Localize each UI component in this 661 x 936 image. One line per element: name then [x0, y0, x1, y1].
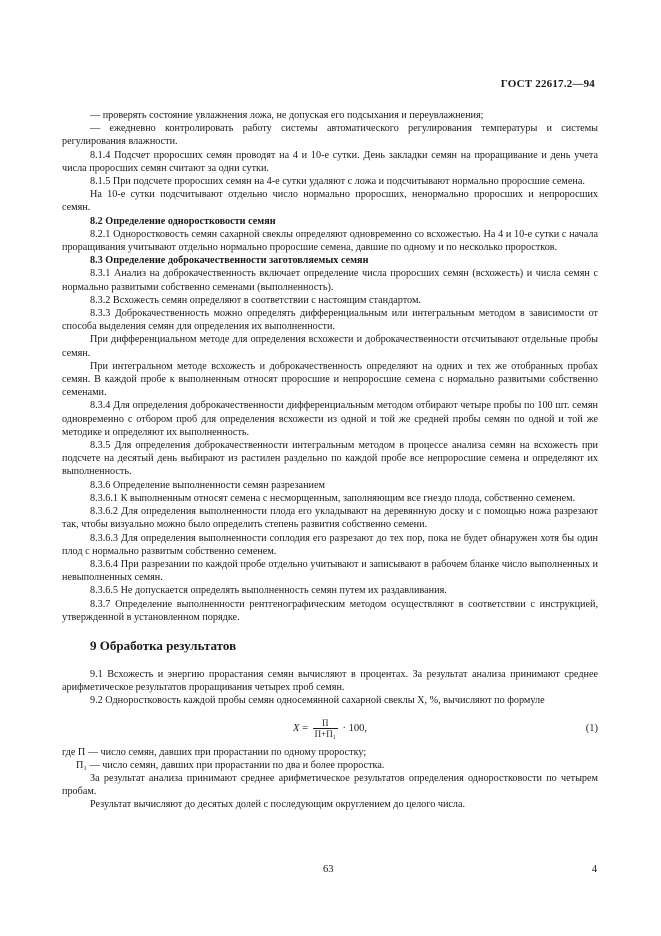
formula-numerator: П: [313, 718, 338, 729]
paragraph: За результат анализа принимают среднее арифметическое результатов определения одноростковости по четырем пробам.: [62, 772, 598, 798]
paragraph: 9.1 Всхожесть и энергию прорастания семян вычисляют в процентах. За результат анализа принимают среднее арифметическое результатов проращивания четырех проб семян.: [62, 668, 598, 694]
paragraph: 8.3.6 Определение выполненности семян разрезанием: [90, 479, 325, 491]
sheet-number: 4: [591, 864, 597, 875]
paragraph: — ежедневно контролировать работу системы автоматического регулирования температуры и системы регулирования влажности.: [62, 123, 598, 148]
paragraph: 9.2 Одноростковость каждой пробы семян односемянной сахарной свеклы X, %, вычисляют по формуле: [90, 695, 545, 707]
formula-tail: · 100,: [342, 722, 367, 734]
formula-lhs: X: [293, 722, 300, 734]
paragraph: 8.3.6.1 К выполненным относят семена с несморщенным, заполняющим все гнездо плода, собственно семенем.: [90, 492, 576, 504]
formula: [62, 712, 598, 746]
paragraph: При интегральном методе всхожесть и доброкачественность определяют на одних и тех же отобранных пробах семян. В каждой пробе к выполненным относят проросшие и непроросшие семена с нормально развитыми собственно семенами.: [62, 360, 598, 399]
paragraph: 8.3.6.2 Для определения выполненности плода его укладывают на деревянную доску и с помощью ножа разрезают так, чтобы визуально можно было определить степень развития собственно семени.: [62, 506, 598, 531]
legend-line: П₁ — число семян, давших при прорастании по два и более проростка.: [76, 759, 385, 771]
legend-line: где П — число семян, давших при прорастании по одному проростку;: [62, 746, 367, 758]
paragraph: Результат вычисляют до десятых долей с последующим округлением до целого числа.: [90, 799, 466, 811]
page-body: [62, 109, 598, 812]
paragraph: 8.2.1 Одноростковость семян сахарной свеклы определяют одновременно со всхожестью. На 4 и 10-е сутки с начала проращивания учитывают отдельно нормально проросшие семена, давшие по одному и по несколько проростков.: [62, 228, 598, 254]
paragraph: 8.3.6.4 При разрезании по каждой пробе отдельно учитывают и записывают в рабочем бланке число выполненных и невыполненных семян.: [62, 558, 598, 584]
formula-legend: [62, 746, 598, 772]
paragraph: 8.3.6.5 Не допускается определять выполненность семян путем их раздавливания.: [90, 585, 447, 597]
formula-relation: =: [302, 722, 308, 734]
paragraph: — проверять состояние увлажнения ложа, не допуская его подсыхания и переувлажнения;: [90, 110, 484, 121]
section-title: 9 Обработка результатов: [90, 637, 237, 653]
page-number: 63: [323, 864, 334, 875]
paragraph: 8.3.3 Доброкачественность можно определять дифференциальным или интегральным методом в зависимости от способа выделения семян для определения их выполненности.: [62, 308, 598, 333]
formula-number: (1): [585, 722, 598, 734]
paragraph: 8.3.6.3 Для определения выполненности соплодия его разрезают до тех пор, пока не будет обнаружен хотя бы один плод с нормально развитым собственно семенем.: [62, 532, 598, 557]
paragraph: 8.1.4 Подсчет проросших семян проводят на 4 и 10-е сутки. День закладки семян на проращивание и день учета числа проросших семян считают за одни сутки.: [62, 149, 598, 174]
paragraph: 8.1.5 При подсчете проросших семян на 4-е сутки удаляют с ложа и подсчитывают нормально проросшие семена.: [90, 176, 585, 188]
paragraph: 8.3.7 Определение выполненности рентгенографическим методом осуществляют в соответствии с инструкцией, утвержденной в установленном порядке.: [62, 598, 598, 623]
paragraph: 8.3.1 Анализ на доброкачественность включает определение числа проросших семян (всхожесть) и числа семян с нормально развитыми собственно семенами (выполненность).: [62, 268, 598, 293]
paragraph: 8.3.4 Для определения доброкачественности дифференциальным методом отбирают четыре пробы по 100 шт. семян одновременно с отбором проб для определения всхожести из одной и той же средней пробы семян по одной и той же методике и определяют их выполненность.: [62, 400, 598, 438]
paragraph: При дифференциальном методе для определения всхожести и доброкачественности отсчитывают отдельные пробы семян.: [62, 334, 598, 359]
formula-fraction: [313, 718, 338, 739]
paragraph: 8.3.2 Всхожесть семян определяют в соответствии с настоящим стандартом.: [90, 294, 421, 306]
subsection-heading: 8.3 Определение доброкачественности заготовляемых семян: [90, 255, 369, 267]
paragraph: На 10-е сутки подсчитывают отдельно число нормально проросших, ненормально проросших и непроросших семян.: [62, 189, 598, 214]
document-header: ГОСТ 22617.2—94: [500, 78, 595, 90]
formula-denominator: П+П₁: [314, 728, 336, 739]
paragraph: 8.3.5 Для определения доброкачественности интегральным методом в процессе анализа семян на всхожесть при подсчете на десятый день выбирают из растилен раздельно по каждой пробе все непроросшие семена и определяют их выполненность.: [62, 440, 598, 478]
subsection-heading: 8.2 Определение одноростковости семян: [90, 215, 276, 227]
